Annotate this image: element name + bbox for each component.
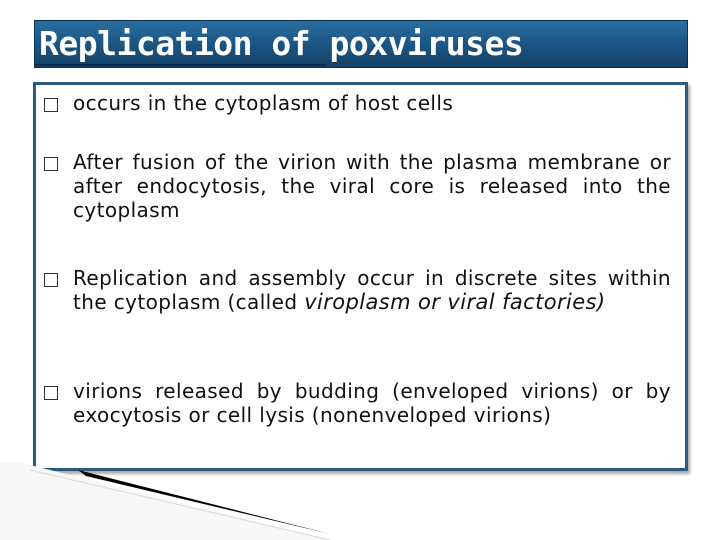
bullet-text: occurs in the cytoplasm of host cells — [73, 91, 454, 115]
bullet-text: virions released by budding (enveloped virions) or by exocytosis or cell lysis (nonenveloped virions) — [73, 379, 671, 427]
bullet-text: Replication and assembly occur in discrete sites within the cytoplasm (called — [73, 266, 671, 314]
bullet-italic-text: viroplasm or viral factories) — [304, 290, 606, 314]
slide-title: Replication of poxviruses — [39, 24, 524, 63]
bullet-text: After fusion of the virion with the plasma membrane or after endocytosis, the viral core is released into the cytoplasm — [73, 150, 671, 222]
